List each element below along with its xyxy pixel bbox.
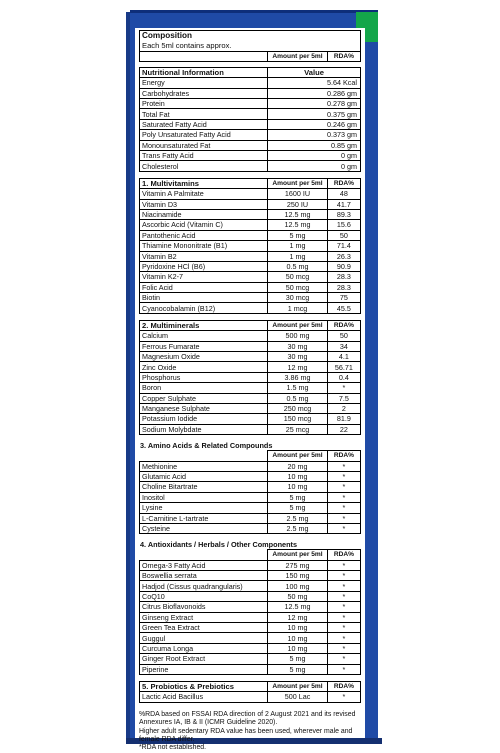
ingredient-rda: * [327,461,360,471]
ingredient-rda: 15.6 [327,220,360,230]
ingredient-name: Pantothenic Acid [140,230,268,240]
table-row [140,633,361,643]
table-row [140,282,361,292]
ingredient-amount: 0.5 mg [268,393,328,403]
table-row [140,372,361,382]
table-row [140,303,361,313]
table-row [140,151,361,161]
ingredient-rda: 0.4 [327,372,360,382]
ingredient-name: Zinc Oxide [140,362,268,372]
ingredient-amount: 10 mg [268,623,328,633]
amino-col-rda: RDA% [327,451,360,461]
nutrient-value: 0.278 gm [268,99,361,109]
table-row [140,209,361,219]
amino-col-amount: Amount per 5ml [268,451,328,461]
ingredient-name: Vitamin A Palmitate [140,189,268,199]
ingredient-amount: 25 mcg [268,424,328,434]
ingredient-name: Thiamine Mononitrate (B1) [140,241,268,251]
probiotics-col-rda: RDA% [327,681,360,691]
ingredient-name: Green Tea Extract [140,623,268,633]
ingredient-name: Biotin [140,293,268,303]
ingredient-name: Ginger Root Extract [140,654,268,664]
nutrition-value-header: Value [268,67,361,77]
nutrient-name: Cholesterol [140,161,268,171]
col-amount: Amount per 5ml [268,51,328,61]
table-row [140,88,361,98]
ingredient-amount: 10 mg [268,633,328,643]
ingredient-name: Vitamin K2-7 [140,272,268,282]
ingredient-amount: 10 mg [268,643,328,653]
ingredient-name: Magnesium Oxide [140,352,268,362]
ingredient-amount: 150 mg [268,571,328,581]
ingredient-rda: 56.71 [327,362,360,372]
table-row [140,503,361,513]
table-row [140,581,361,591]
footnote-adult-rda: Higher adult sedentary RDA value has been used, wherever male and female RDA differ. [139,727,353,743]
ingredient-rda: 50 [327,230,360,240]
ingredient-name: Ferrous Fumarate [140,341,268,351]
ingredient-name: Lysine [140,503,268,513]
ingredient-name: Cysteine [140,523,268,533]
ingredient-name: Vitamin D3 [140,199,268,209]
ingredient-amount: 12.5 mg [268,602,328,612]
table-row [140,404,361,414]
nutrient-name: Saturated Fatty Acid [140,119,268,129]
multiminerals-col-rda: RDA% [327,320,360,330]
ingredient-amount: 1.5 mg [268,383,328,393]
ingredient-amount: 500 Lac [268,692,328,702]
antioxidants-table [139,549,361,675]
nutrient-name: Protein [140,99,268,109]
table-row [140,591,361,601]
ingredient-amount: 2.5 mg [268,523,328,533]
amino-blank [140,451,268,461]
ingredient-rda: 22 [327,424,360,434]
ingredient-rda: * [327,633,360,643]
composition-table [139,30,361,62]
ingredient-amount: 250 mcg [268,404,328,414]
ingredient-rda: 28.3 [327,282,360,292]
ingredient-rda: * [327,492,360,502]
table-row [140,692,361,702]
ingredient-name: Glutamic Acid [140,471,268,481]
table-row [140,523,361,533]
ingredient-name: Methionine [140,461,268,471]
ingredient-name: Pyridoxine HCl (B6) [140,261,268,271]
nutrient-value: 0 gm [268,151,361,161]
ingredient-name: Phosphorus [140,372,268,382]
ingredient-amount: 30 mcg [268,293,328,303]
ingredient-name: CoQ10 [140,591,268,601]
ingredient-rda: * [327,471,360,481]
nutrient-name: Monounsaturated Fat [140,140,268,150]
table-row [140,424,361,434]
table-row [140,130,361,140]
multivitamins-col-amount: Amount per 5ml [268,178,328,188]
multivitamins-header: 1. Multivitamins [140,178,268,188]
ingredient-name: Choline Bitartrate [140,482,268,492]
multivitamins-table [139,178,361,314]
ingredient-name: Hadjod (Cissus quadrangularis) [140,581,268,591]
table-row [140,230,361,240]
table-row [140,654,361,664]
ingredient-rda: 4.1 [327,352,360,362]
table-row [140,482,361,492]
ingredient-amount: 12 mg [268,362,328,372]
ingredient-rda: * [327,664,360,674]
ingredient-rda: * [327,581,360,591]
ingredient-rda: * [327,612,360,622]
footnote-rda-basis: %RDA based on FSSAI RDA direction of 2 August 2021 and its revised Annexures IA, IB & II (ICMR Guideline 2020). [139,710,356,727]
table-row [140,161,361,171]
ingredient-amount: 20 mg [268,461,328,471]
ingredient-amount: 30 mg [268,352,328,362]
ingredient-rda: * [327,623,360,633]
ingredient-amount: 100 mg [268,581,328,591]
nutrient-value: 5.64 Kcal [268,78,361,88]
ingredient-rda: * [327,560,360,570]
nutrient-value: 0.373 gm [268,130,361,140]
nutrient-name: Total Fat [140,109,268,119]
composition-subtitle: Each 5ml contains approx. [140,41,361,51]
multiminerals-header: 2. Multiminerals [140,320,268,330]
table-row [140,220,361,230]
ingredient-rda: * [327,513,360,523]
amino-section-title: 3. Amino Acids & Related Compounds [140,441,273,451]
nutrient-name: Energy [140,78,268,88]
ingredient-amount: 5 mg [268,503,328,513]
ingredient-amount: 150 mcg [268,414,328,424]
nutrient-name: Trans Fatty Acid [140,151,268,161]
ingredient-amount: 1 mcg [268,303,328,313]
ingredient-name: Boron [140,383,268,393]
table-row [140,571,361,581]
table-row [140,492,361,502]
ingredient-amount: 30 mg [268,341,328,351]
ingredient-name: Calcium [140,331,268,341]
table-row [140,471,361,481]
probiotics-col-amount: Amount per 5ml [268,681,328,691]
ingredient-rda: 2 [327,404,360,414]
ingredient-amount: 50 mcg [268,272,328,282]
ingredient-amount: 1 mg [268,251,328,261]
ingredient-name: Omega-3 Fatty Acid [140,560,268,570]
ingredient-amount: 5 mg [268,230,328,240]
table-row [140,612,361,622]
ingredient-amount: 5 mg [268,492,328,502]
table-row [140,293,361,303]
ingredient-name: Manganese Sulphate [140,404,268,414]
ingredient-rda: 75 [327,293,360,303]
ingredient-rda: * [327,602,360,612]
table-row [140,560,361,570]
table-row [140,251,361,261]
ingredient-name: Inositol [140,492,268,502]
ingredient-name: Ginseng Extract [140,612,268,622]
ingredient-name: Potassium Iodide [140,414,268,424]
ingredient-rda: * [327,654,360,664]
antioxidants-blank [140,550,268,560]
ingredient-name: Curcuma Longa [140,643,268,653]
nutrition-header: Nutritional Information [140,67,268,77]
multivitamins-col-rda: RDA% [327,178,360,188]
ingredient-amount: 12 mg [268,612,328,622]
ingredient-name: Ascorbic Acid (Vitamin C) [140,220,268,230]
nutrient-value: 0.286 gm [268,88,361,98]
table-row [140,623,361,633]
ingredient-rda: 41.7 [327,199,360,209]
nutrient-value: 0 gm [268,161,361,171]
ingredient-amount: 3.86 mg [268,372,328,382]
table-row [140,99,361,109]
ingredient-amount: 12.5 mg [268,220,328,230]
ingredient-name: Lactic Acid Bacillus [140,692,268,702]
package-top-edge [130,10,378,13]
table-row [140,393,361,403]
ingredient-amount: 275 mg [268,560,328,570]
ingredient-rda: * [327,482,360,492]
nutrient-value: 0.375 gm [268,109,361,119]
ingredient-rda: * [327,383,360,393]
ingredient-name: Boswellia serrata [140,571,268,581]
table-row [140,140,361,150]
ingredient-rda: 7.5 [327,393,360,403]
col-rda: RDA% [327,51,360,61]
table-row [140,331,361,341]
ingredient-name: Sodium Molybdate [140,424,268,434]
footnote-not-established: *RDA not established. [139,744,207,752]
ingredient-name: Niacinamide [140,209,268,219]
ingredient-name: Guggul [140,633,268,643]
ingredient-amount: 2.5 mg [268,513,328,523]
table-row [140,199,361,209]
ingredient-amount: 10 mg [268,482,328,492]
ingredient-amount: 0.5 mg [268,261,328,271]
ingredient-name: Cyanocobalamin (B12) [140,303,268,313]
ingredient-amount: 50 mcg [268,282,328,292]
table-row [140,643,361,653]
table-row [140,78,361,88]
nutrient-value: 0.85 gm [268,140,361,150]
ingredient-name: Citrus Bioflavonoids [140,602,268,612]
table-row [140,189,361,199]
probiotics-table [139,681,361,703]
table-row [140,109,361,119]
multiminerals-table [139,320,361,435]
ingredient-amount: 10 mg [268,471,328,481]
antioxidants-col-rda: RDA% [327,550,360,560]
ingredient-rda: 50 [327,331,360,341]
antioxidants-col-amount: Amount per 5ml [268,550,328,560]
ingredient-rda: 71.4 [327,241,360,251]
ingredient-rda: 48 [327,189,360,199]
ingredient-name: L-Carnitine L-tartrate [140,513,268,523]
table-row [140,261,361,271]
ingredient-rda: * [327,571,360,581]
table-row [140,272,361,282]
probiotics-header: 5. Probiotics & Prebiotics [140,681,268,691]
composition-title: Composition [140,31,361,42]
ingredient-rda: 90.9 [327,261,360,271]
nutrition-label [135,28,365,752]
amino-table [139,450,361,534]
footnotes [139,711,361,753]
ingredient-name: Copper Sulphate [140,393,268,403]
ingredient-name: Piperine [140,664,268,674]
table-row [140,461,361,471]
table-row [140,362,361,372]
table-row [140,602,361,612]
table-row [140,383,361,393]
nutrient-value: 0.246 gm [268,119,361,129]
ingredient-rda: * [327,692,360,702]
ingredient-amount: 1 mg [268,241,328,251]
ingredient-name: Vitamin B2 [140,251,268,261]
composition-blank [140,51,268,61]
ingredient-amount: 500 mg [268,331,328,341]
ingredient-rda: 28.3 [327,272,360,282]
ingredient-rda: 34 [327,341,360,351]
ingredient-rda: * [327,523,360,533]
ingredient-rda: 26.3 [327,251,360,261]
ingredient-rda: * [327,643,360,653]
ingredient-amount: 5 mg [268,664,328,674]
table-row [140,341,361,351]
table-row [140,664,361,674]
ingredient-name: Folic Acid [140,282,268,292]
table-row [140,241,361,251]
ingredient-rda: 81.9 [327,414,360,424]
ingredient-amount: 5 mg [268,654,328,664]
ingredient-rda: 89.3 [327,209,360,219]
table-row [140,414,361,424]
ingredient-rda: * [327,503,360,513]
table-row [140,513,361,523]
ingredient-amount: 50 mg [268,591,328,601]
table-row [140,119,361,129]
ingredient-amount: 1600 IU [268,189,328,199]
ingredient-rda: 45.5 [327,303,360,313]
multiminerals-col-amount: Amount per 5ml [268,320,328,330]
nutrition-table [139,67,361,172]
table-row [140,352,361,362]
ingredient-rda: * [327,591,360,601]
antioxidants-section-title: 4. Antioxidants / Herbals / Other Components [140,540,298,550]
nutrient-name: Carbohydrates [140,88,268,98]
ingredient-amount: 250 IU [268,199,328,209]
ingredient-amount: 12.5 mg [268,209,328,219]
nutrient-name: Poly Unsaturated Fatty Acid [140,130,268,140]
